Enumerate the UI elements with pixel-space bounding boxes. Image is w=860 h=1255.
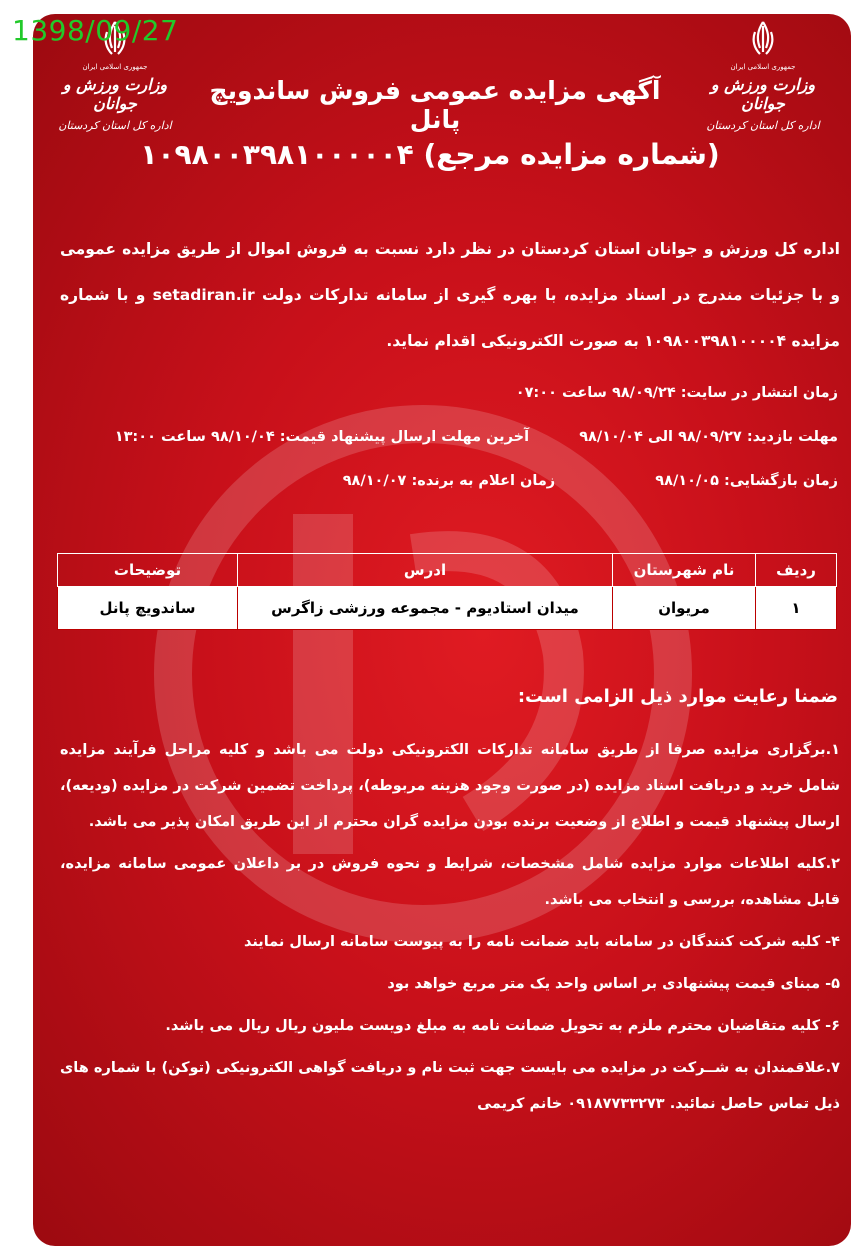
- cell-description: ساندویچ پانل: [58, 587, 238, 630]
- table-row: [58, 587, 837, 630]
- opening-row: [60, 473, 838, 489]
- logo-department: اداره کل استان کردستان: [58, 119, 172, 132]
- publish-time: زمان انتشار در سایت: ۹۸/۰۹/۲۴ ساعت ۰۷:۰۰: [515, 385, 838, 401]
- ministry-logo-right: [688, 20, 838, 140]
- logo-small-text: جمهوری اسلامی ایران: [730, 63, 796, 71]
- logo-ministry: وزارت ورزش و جوانان: [710, 75, 816, 113]
- requirements-heading: ضمنا رعایت موارد ذیل الزامی است:: [517, 686, 838, 707]
- logo-small-text: جمهوری اسلامی ایران: [82, 63, 148, 71]
- list-item: ۱.برگزاری مزایده صرفا از طریق سامانه تدارکات الکترونیکی دولت می باشد و کلیه مراحل فرآیند مزایده شامل خرید و دریافت اسناد مزایده (در صورت وجود هزینه مربوطه)، پرداخت تضمین شرکت در مزایده (ودیعه)، ارسال پیشنهاد قیمت و اطلاع از وضعیت برنده بودن مزایده گران محترم از این طریق امکان پذیر می باشد.: [60, 742, 840, 830]
- list-item: ۷.علاقمندان به شــرکت در مزایده می بایست جهت ثبت نام و دریافت گواهی الکترونیکی (توکن) با شماره های ذیل تماس حاصل نمائید. ۰۹۱۸۷۷۳۳۲۷۳ خانم کریمی: [60, 1060, 840, 1112]
- col-address: ادرس: [238, 554, 613, 587]
- logo-department: اداره کل استان کردستان: [706, 119, 820, 132]
- iran-emblem-icon: [748, 20, 778, 58]
- reference-number: (شماره مزایده مرجع) ۱۰۹۸۰۰۳۹۸۱۰۰۰۰۰۴: [140, 138, 720, 171]
- intro-paragraph: اداره کل ورزش و جوانان استان کردستان در نظر دارد نسبت به فروش اموال از طریق مزایده عمومی و با جزئیات مندرج در اسناد مزایده، با بهره گیری از سامانه تدارکات دولت setadiran.ir و با شماره مزایده ۱۰۹۸۰۰۳۹۸۱۰۰۰۰۴ به صورت الکترونیکی اقدام نماید.: [60, 240, 840, 350]
- submission-deadline: آخرین مهلت ارسال پیشنهاد قیمت: ۹۸/۱۰/۰۴ ساعت ۱۳:۰۰: [114, 429, 530, 445]
- list-item: ۶- کلیه متقاضیان محترم ملزم به تحویل ضمانت نامه به مبلغ دویست ملیون ریال ریال می باشد.: [165, 1018, 840, 1034]
- page-title: آگهی مزایده عمومی فروش ساندویچ پانل: [209, 76, 661, 134]
- list-item: ۴- کلیه شرکت کنندگان در سامانه باید ضمانت نامه را به پیوست سامانه ارسال نمایند: [243, 934, 840, 950]
- col-description: توضیحات: [58, 554, 238, 587]
- list-item: ۵- مبنای قیمت پیشنهادی بر اساس واحد یک متر مربع خواهد بود: [387, 976, 840, 992]
- auction-table: [57, 553, 837, 630]
- col-city: نام شهرستان: [613, 554, 756, 587]
- logo-ministry: وزارت ورزش و جوانان: [62, 75, 168, 113]
- cell-row-number: ۱: [756, 587, 837, 630]
- opening-time: زمان بازگشایی: ۹۸/۱۰/۰۵: [655, 473, 838, 489]
- winner-announcement: زمان اعلام به برنده: ۹۸/۱۰/۰۷: [342, 473, 556, 489]
- date-stamp: 1398/09/27: [12, 14, 179, 47]
- visit-period: مهلت بازدید: ۹۸/۰۹/۲۷ الی ۹۸/۱۰/۰۴: [579, 429, 838, 445]
- cell-address: میدان استادیوم - مجموعه ورزشی زاگرس: [238, 587, 613, 630]
- table-header-row: [58, 554, 837, 587]
- col-row-number: ردیف: [756, 554, 837, 587]
- requirements-list: [60, 732, 840, 1122]
- list-item: ۲.کلیه اطلاعات موارد مزایده شامل مشخصات، شرایط و نحوه فروش در بر داعلان عمومی سامانه مزایده، قابل مشاهده، بررسی و انتخاب می باشد.: [60, 856, 840, 908]
- visit-deadline-row: [60, 429, 838, 445]
- cell-city: مریوان: [613, 587, 756, 630]
